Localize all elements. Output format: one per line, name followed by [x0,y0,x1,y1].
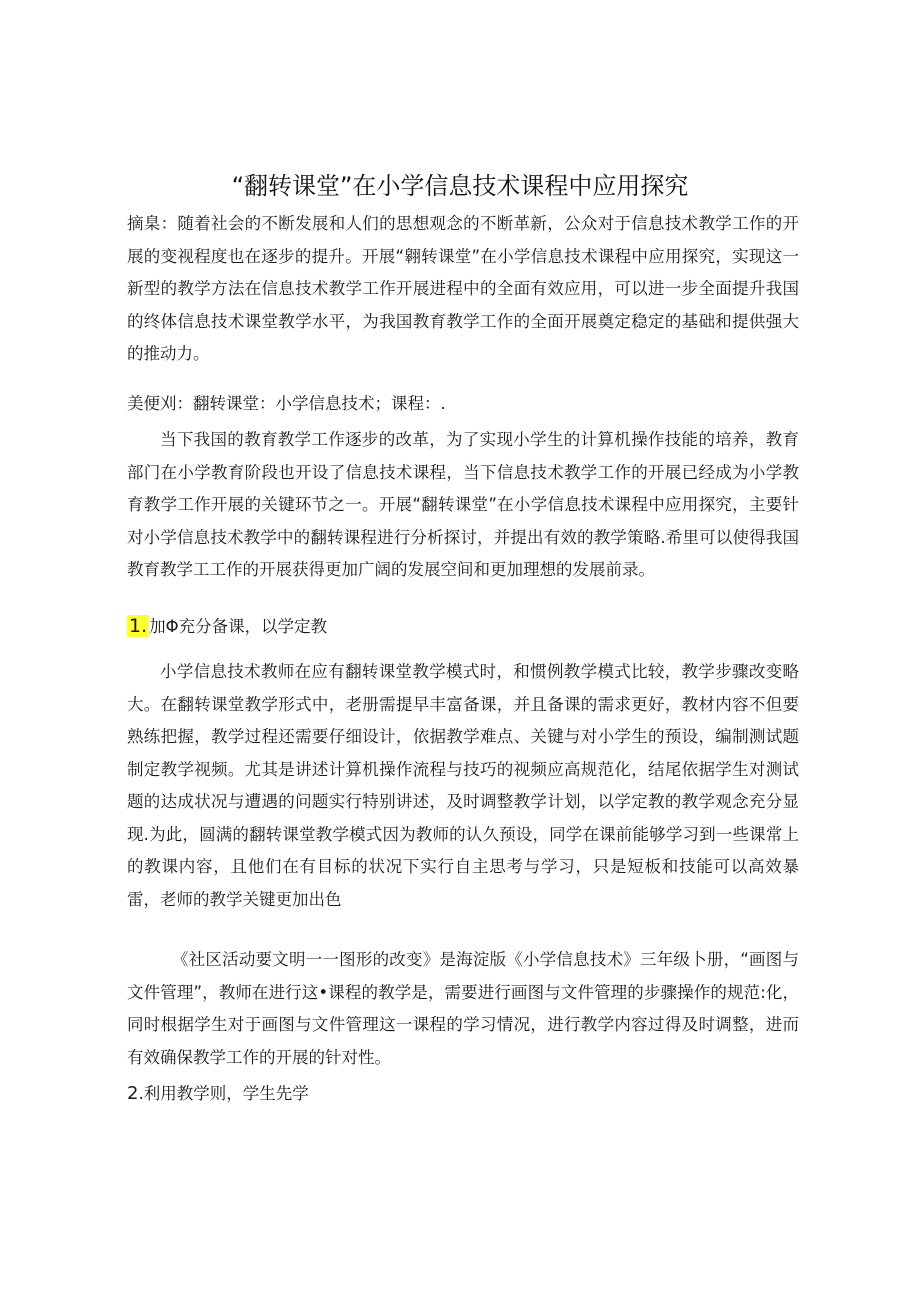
section-2-title: .利用教学则，学生先学 [138,1084,309,1103]
section-1-paragraph-1: 小学信息技术教师在应有翻转课堂教学模式时，和惯例教学模式比较，教学步骤改变略大。在翻转课堂教学形式中，老册需提早丰富备课，并且备课的需求更好，教材内容不但要熟练把握，教学过程还需要仔细设计，依据教学难点、关键与对小学生的预设，编制测试题制定教学视频。尤其是讲述计算机操作流程与技巧的视频应高规范化，结尾依据学生对测试题的达成状况与遭遇的问题实行特别讲述，及时调整教学计划，以学定教的教学观念充分显现.为此，圆满的翻转课堂教学模式因为教师的认久预设，同学在课前能够学习到一些课常上的教课内容，且他们在有目标的状况下实行自主思考与学习，只是短板和技能可以高效暴雷，老师的教学关键更加出色 [127,662,799,909]
section-1-title: 加Φ充分备课，以学定教 [149,617,328,636]
section-1-paragraph-2: 《社区活动要文明一一图形的改变》是海淀版《小学信息技术》三年级卜册，“画图与文件管理”，教师在进行这•课程的教学是，需要进行画图与文件管理的步骤操作的规范:化，同时根据学生对于画图与文件管理这一课程的学习情况，进行教学内容过得及时调整，进而有效确保教学工作的开展的针对性。 [127,950,799,1067]
section-2-number: 2 [127,1083,139,1104]
section-1-heading [127,612,327,641]
abstract-paragraph: 摘臬：随着社会的不断发展和人们的思想观念的不断革新，公众对于信息技术教学工作的开展的变视程度也在逐步的提升。开展“翱转课堂”在小学信息技术课程中应用探究，实现这一新型的教学方法在信息技术教学工作开展进程中的全面有效应用，可以进一步全面提升我国的终体信息技术课堂教学水平，为我国教育教学工作的全面开展奠定稳定的基础和提供强大的推动力。 [127,214,799,363]
intro-paragraph: 当下我国的教育教学工作逐步的改革，为了实现小学生的计算机操作技能的培养，教育部门在小学教育阶段也开设了信息技术课程，当下信息技术教学工作的开展已经成为小学教育教学工作开展的关键环节之一。开展“翻转课堂”在小学信息技术课程中应用探究，主要针对小学信息技术教学中的翻转课程进行分析探讨，并提出有效的教学策略.希里可以使得我国教育教学工工作的开展获得更加广阔的发展空间和更加理想的发展前录。 [127,430,799,579]
keywords-line: 美便刈：翻转课堂：小学信息技术；课程：. [127,394,446,413]
section-1-number: 1. [129,615,148,637]
document-title: “翻转课堂”在小学信息技术课程中应用探究 [231,172,689,200]
section-2-heading [127,1080,309,1108]
